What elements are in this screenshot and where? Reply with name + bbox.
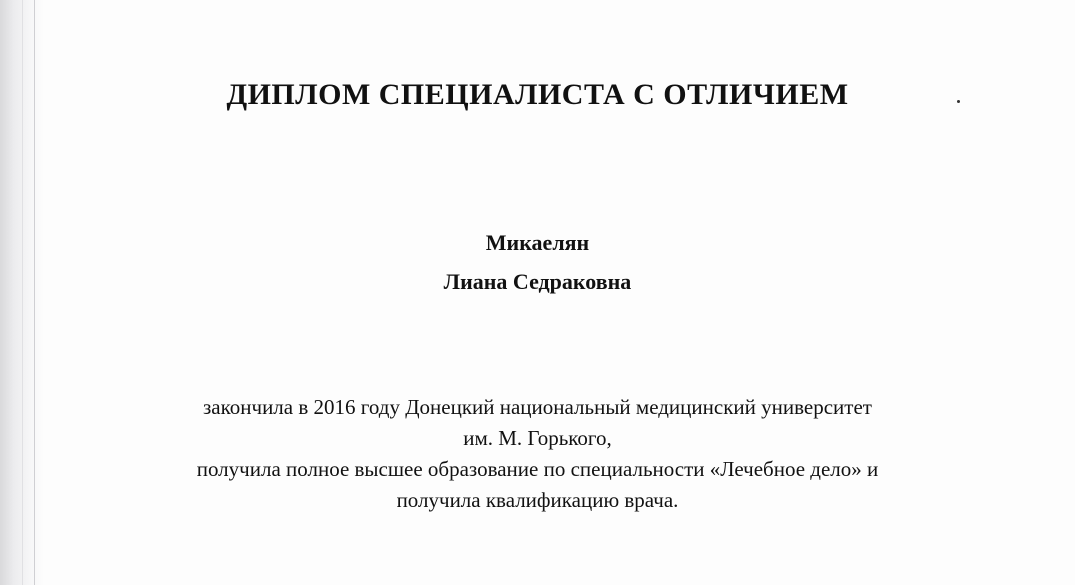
- statement-line: им. М. Горького,: [463, 426, 612, 450]
- holder-given-names: Лиана Седраковна: [443, 269, 632, 294]
- scan-speck: [957, 100, 960, 103]
- diploma-statement: [0, 392, 1075, 516]
- statement-line: закончила в 2016 году Донецкий национальный медицинский университет: [203, 395, 872, 419]
- document-title: ДИПЛОМ СПЕЦИАЛИСТА С ОТЛИЧИЕМ: [226, 78, 849, 111]
- holder-surname: Микаелян: [485, 230, 590, 255]
- statement-line: получила полное высшее образование по специальности «Лечебное дело» и: [196, 457, 879, 481]
- statement-line: получила квалификацию врача.: [396, 488, 679, 512]
